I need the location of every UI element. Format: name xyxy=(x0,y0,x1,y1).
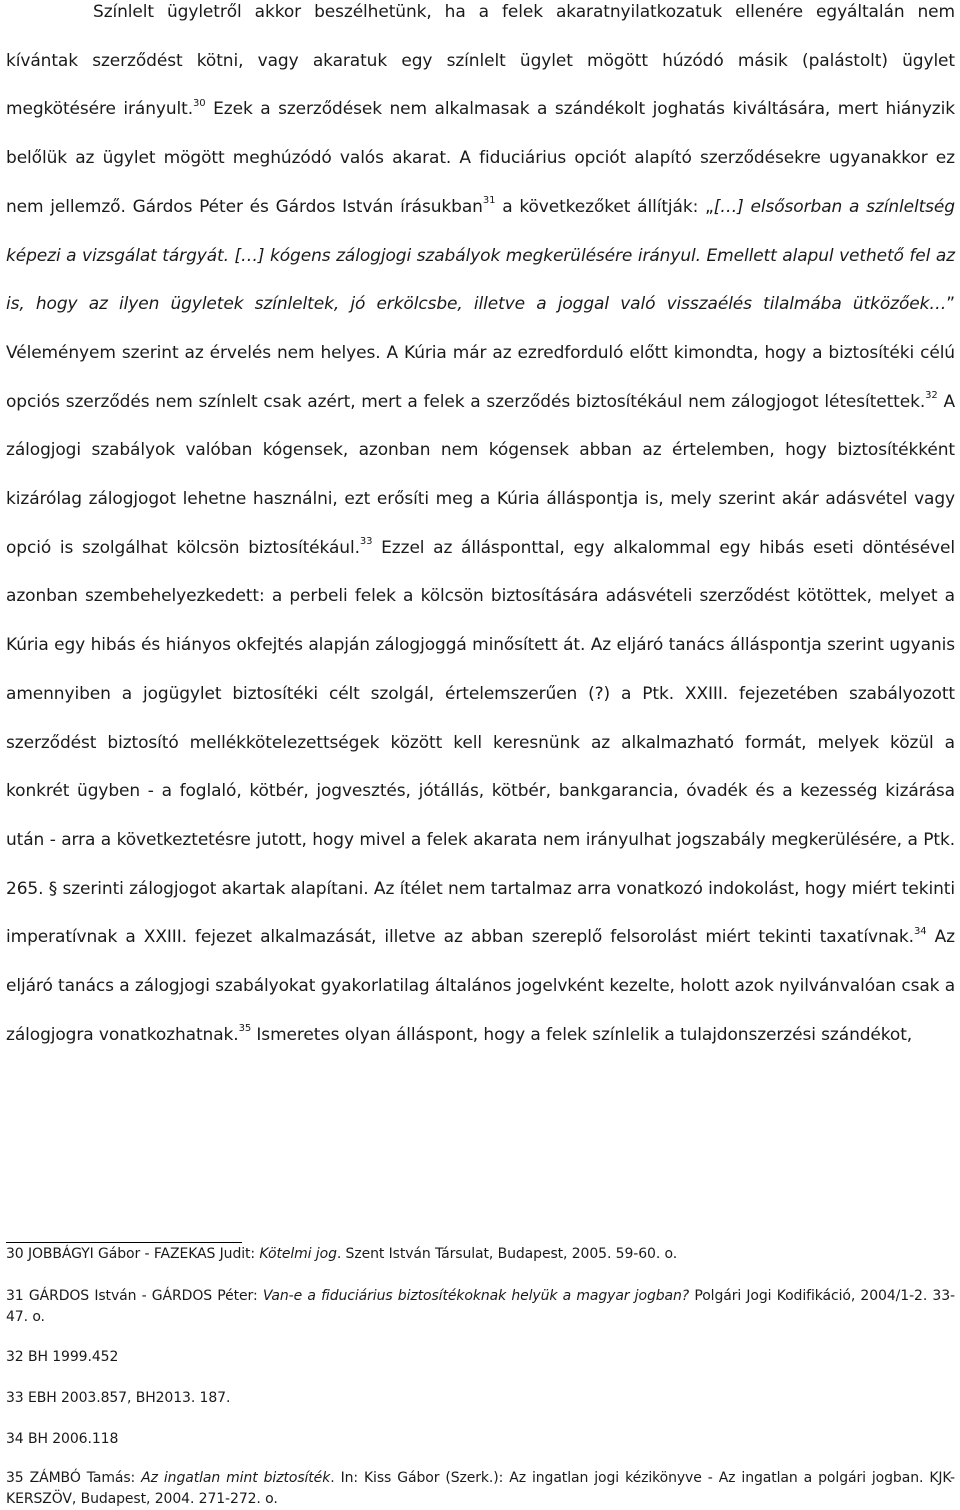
footnote-31 xyxy=(6,1286,955,1328)
footnote-title: Kötelmi jog xyxy=(259,1246,337,1262)
footnote-separator xyxy=(6,1242,242,1243)
quoted-passage: […] elsősorban a színleltség képezi a vizsgálat tárgyát. […] kógens zálogjogi szabályok megkerülésére irányul. Emellett alapul vethető fel az is, hogy az ilyen ügyletek színleltek, jó erkölcsbe, illetve a joggal való visszaélés tilalmába ütközőek… xyxy=(6,196,955,315)
footnote-33: 33 EBH 2003.857, BH2013. 187. xyxy=(6,1390,231,1406)
body-text-segment: Ezzel az állásponttal, egy alkalommal egy hibás eseti döntésével azonban szembehelyezkedett: a perbeli felek a kölcsön biztosítására adásvételi szerződést kötöttek, melyet a Kúria egy hibás és hiányos okfejtés alapján zálogjoggá minősített át. Az eljáró tanács álláspontja szerint ugyanis amennyiben a jogügylet biztosítéki célt szolgál, értelemszerűen (?) a Ptk. XXIII. fejezetében szabályozott szerződést biztosító mellékkötelezettségek között kell keresnünk az alkalmazható formát, melyek közül a konkrét ügyben - a foglaló, kötbér, jogvesztés, jótállás, kötbér, bankgarancia, óvadék és a kezesség kizárása után - arra a következtetésre jutott, hogy mivel a felek akarata nem irányulhat jogszabály megkerülésére, a Ptk. 265. § szerinti zálogjogot akartak alapítani. Az ítélet nem tartalmaz arra vonatkozó indokolást, hogy miért tekinti imperatívnak a XXIII. fejezet alkalmazását, illetve az abban szereplő felsorolást miért tekinti taxatívnak. xyxy=(6,537,955,948)
footnote-text: 35 ZÁMBÓ Tamás: xyxy=(6,1470,142,1486)
footnote-text: 30 JOBBÁGYI Gábor - FAZEKAS Judit: xyxy=(6,1246,260,1262)
footnote-title: Az ingatlan mint biztosíték xyxy=(141,1470,331,1486)
body-text-segment: Az eljáró tanács a zálogjogi szabályokat gyakorlatilag általános jogelvként kezelte, holott azok nyilvánvalóan csak a zálogjogra vonatkozhatnak. xyxy=(6,927,956,1045)
footnote-ref-31[interactable]: 31 xyxy=(482,195,496,207)
body-text-segment: Ismeretes olyan álláspont, hogy a felek színlelik a tulajdonszerzési szándékot, xyxy=(251,1024,913,1045)
footnote-ref-30[interactable]: 30 xyxy=(193,97,206,109)
footnote-ref-34[interactable]: 34 xyxy=(913,925,927,937)
footnote-35 xyxy=(6,1468,955,1510)
footnote-ref-35[interactable]: 35 xyxy=(238,1023,252,1035)
body-text-segment: Ezek a szerződések nem alkalmasak a szándékolt joghatás kiváltására, mert hiányzik belőlük az ügylet mögött meghúzódó valós akarat. A fiduciárius opciót alapító szerződésekre ugyanakkor ez nem jellemző. Gárdos Péter és Gárdos István írásukban xyxy=(6,99,955,217)
footnote-title: Van-e a fiduciárius biztosítékoknak helyük a magyar jogban? xyxy=(262,1288,690,1304)
body-text-segment: A zálogjogi szabályok valóban kógensek, azonban nem kógensek abban az értelemben, hogy biztosítékként kizárólag zálogjogot lehetne használni, ezt erősíti meg a Kúria álláspontja is, mely szerint akár adásvétel vagy opció is szolgálhat kölcsön biztosítékául. xyxy=(6,391,955,558)
body-text-segment: Színlelt ügyletről akkor beszélhetünk, ha a felek akaratnyilatkozatuk ellenére egyáltalán nem kívántak szerződést kötni, vagy akaratuk egy színlelt ügylet mögött húzódó másik (palástolt) ügylet megkötésére irányult. xyxy=(6,2,955,120)
body-paragraph xyxy=(6,0,955,1059)
footnote-text: 31 GÁRDOS István - GÁRDOS Péter: xyxy=(6,1288,263,1304)
footnote-ref-32[interactable]: 32 xyxy=(925,389,938,401)
body-text-segment: a következőket állítják: „ xyxy=(495,196,714,217)
body-text-segment: ” Véleményem szerint az érvelés nem helyes. A Kúria már az ezredforduló előtt kimondta, hogy a biztosítéki célú opciós szerződés nem színlelt csak azért, mert a felek a szerződés biztosítékául nem zálogjogot létesítettek. xyxy=(6,294,955,412)
footnote-34: 34 BH 2006.118 xyxy=(6,1431,119,1447)
footnote-text: . Szent István Társulat, Budapest, 2005. 59-60. o. xyxy=(336,1246,678,1262)
footnote-text: Polgári Jogi Kodifikáció, 2004/1-2. 33-47. o. xyxy=(6,1288,956,1325)
footnote-30 xyxy=(6,1244,955,1265)
footnote-text: . In: Kiss Gábor (Szerk.): Az ingatlan jogi kézikönyve - Az ingatlan a polgári jogban. KJK-KERSZÖV, Budapest, 2004. 271-272. o. xyxy=(6,1470,955,1507)
footnote-32: 32 BH 1999.452 xyxy=(6,1349,119,1365)
footnote-ref-33[interactable]: 33 xyxy=(359,536,373,548)
